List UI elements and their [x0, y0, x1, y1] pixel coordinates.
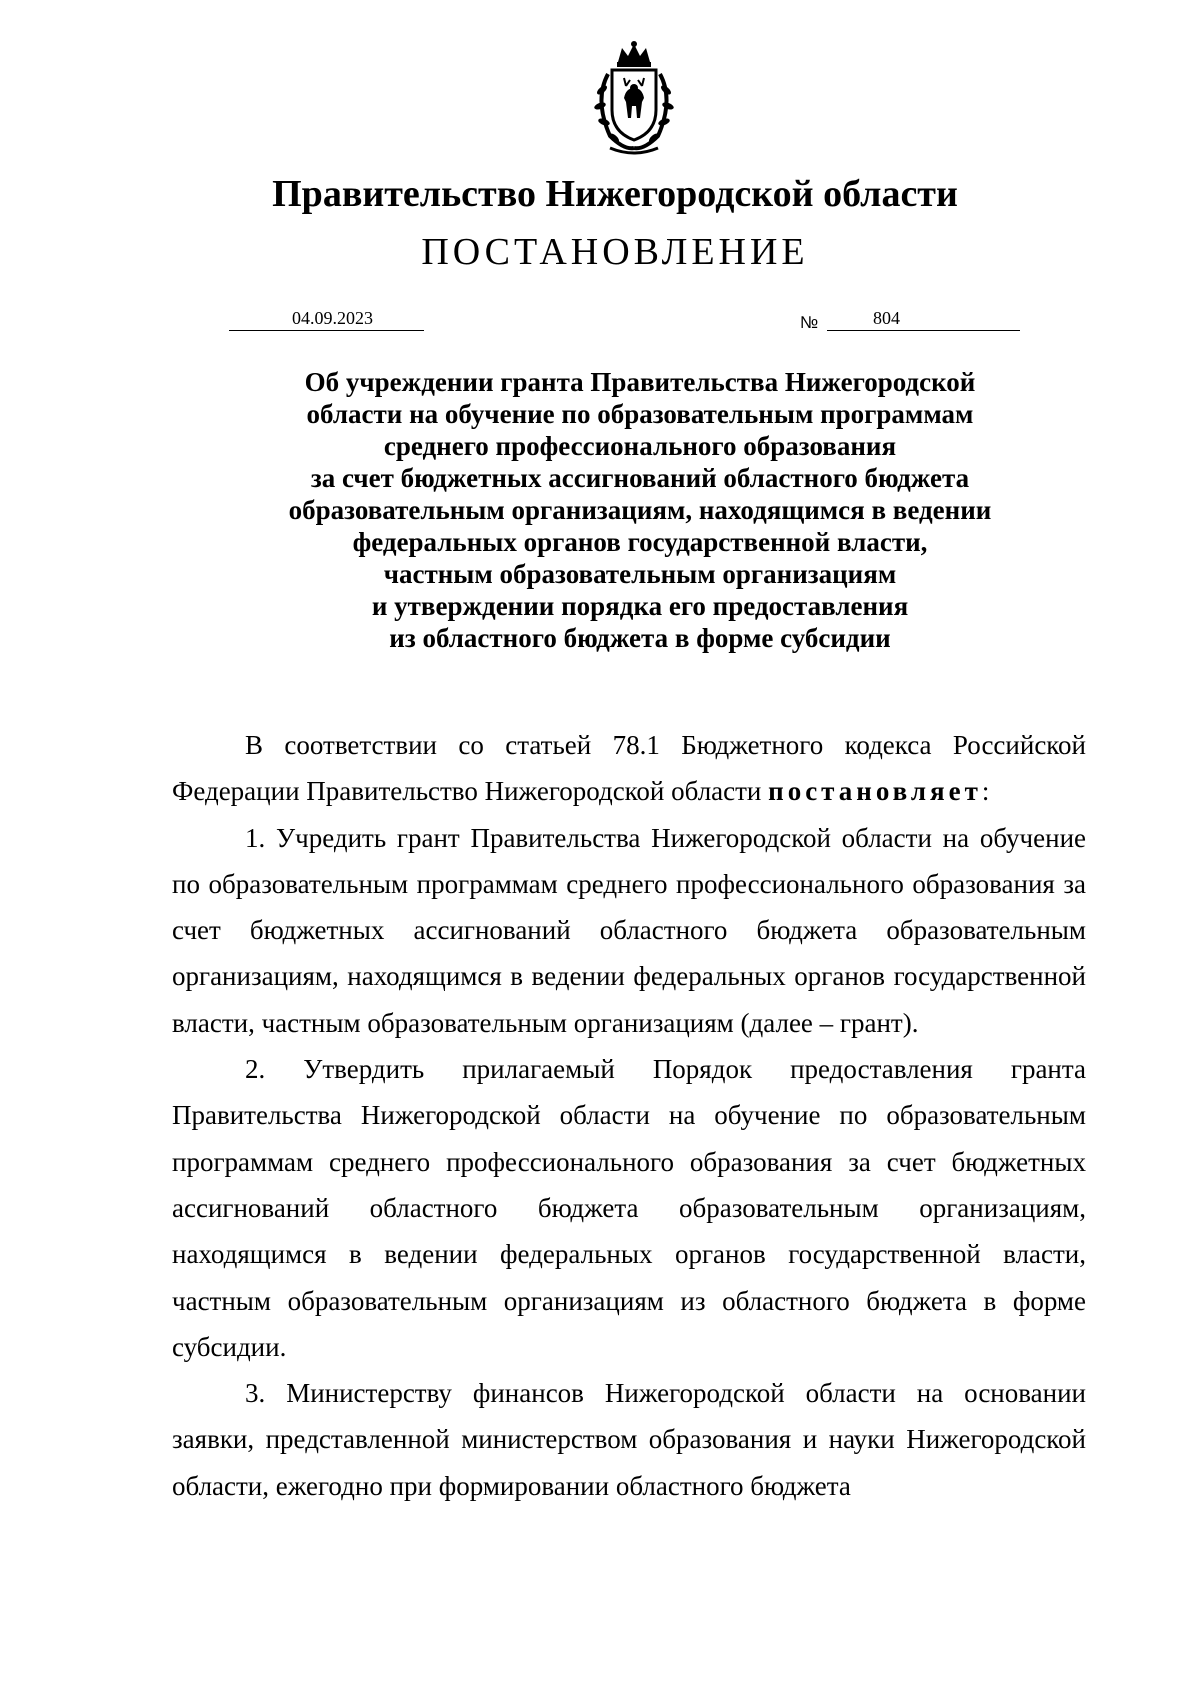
preamble-end: :	[981, 776, 990, 807]
subject-line: Об учреждении гранта Правительства Нижегородской	[304, 367, 976, 397]
preamble-paragraph	[172, 722, 1086, 815]
paragraph-2: 2. Утвердить прилагаемый Порядок предоставления гранта Правительства Нижегородской области на обучение по образовательным программам среднего профессионального образования за счет бюджетных ассигнований областного бюджета образовательным организациям, находящимся в ведении федеральных органов государственной власти, частным образовательным организациям из областного бюджета в форме субсидии.	[172, 1054, 1086, 1362]
decree-keyword: постановляет	[768, 776, 982, 807]
number-label: №	[800, 313, 819, 332]
subject-line: среднего профессионального образования	[383, 431, 897, 461]
subject-line: за счет бюджетных ассигнований областного бюджета	[310, 463, 970, 493]
document-date: 04.09.2023	[229, 306, 424, 331]
document-number: 804	[827, 306, 1020, 331]
subject-line: образовательным организациям, находящимся в ведении	[288, 495, 992, 525]
coat-of-arms-icon	[580, 40, 688, 158]
document-body	[172, 722, 1086, 1509]
document-type-title: ПОСТАНОВЛЕНИЕ	[421, 231, 809, 273]
government-title: Правительство Нижегородской области	[272, 173, 958, 215]
subject-line: области на обучение по образовательным программам	[306, 399, 974, 429]
preamble-text: В соответствии со статьей 78.1 Бюджетного кодекса Российской Федерации Правительство Нижегородской области	[172, 730, 1086, 807]
paragraph-1: 1. Учредить грант Правительства Нижегородской области на обучение по образовательным программам среднего профессионального образования за счет бюджетных ассигнований областного бюджета образовательным организациям, находящимся в ведении федеральных органов государственной власти, частным образовательным организациям (далее – грант).	[172, 822, 1086, 1038]
subject-line: федеральных органов государственной власти,	[352, 527, 928, 557]
subject-line: частным образовательным организациям	[383, 559, 897, 589]
subject-line: и утверждении порядка его предоставления	[371, 591, 909, 621]
document-subject	[200, 366, 1080, 654]
subject-line: из областного бюджета в форме субсидии	[389, 623, 891, 653]
paragraph-3: 3. Министерству финансов Нижегородской области на основании заявки, представленной министерством образования и науки Нижегородской области, ежегодно при формировании областного бюджета	[172, 1378, 1086, 1501]
